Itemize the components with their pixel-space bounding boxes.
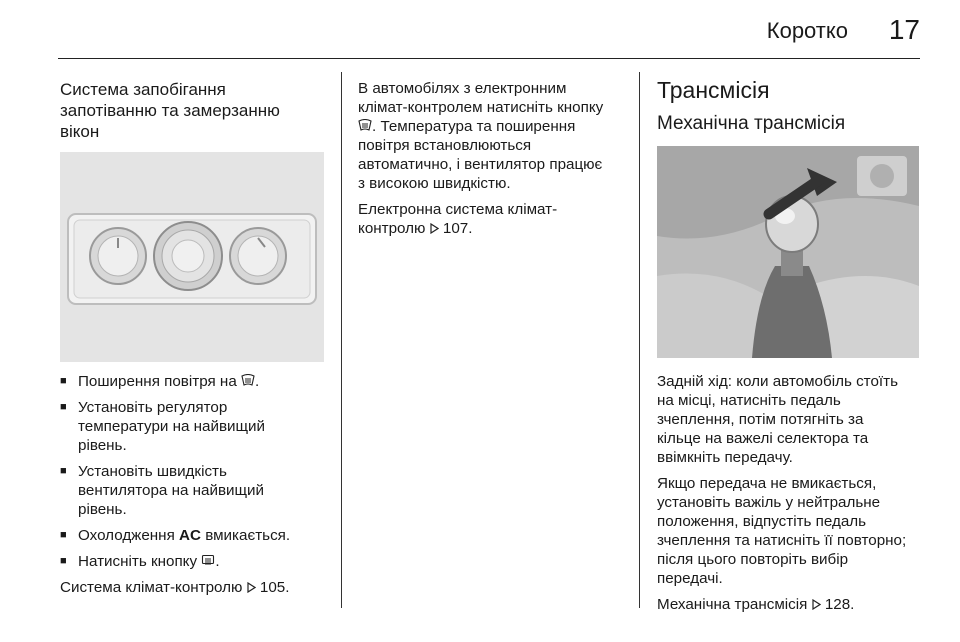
column-defog — [60, 79, 332, 604]
windshield-defrost-icon — [241, 374, 255, 387]
section-subtitle: Механічна трансмісія — [657, 113, 846, 134]
page-ref-arrow-icon — [430, 223, 439, 234]
column-divider-2 — [639, 72, 640, 608]
cross-reference: Система клімат-контролю 105. — [60, 579, 290, 596]
page-ref-arrow-icon — [247, 582, 256, 593]
column-electronic-climate — [358, 79, 630, 245]
list-item: ■ Поширення повітря на . — [60, 372, 332, 391]
windshield-defrost-icon — [358, 119, 372, 132]
page-ref-arrow-icon — [812, 599, 821, 610]
page-title: Трансмісія — [657, 77, 770, 103]
page-number: 17 — [888, 14, 920, 45]
paragraph: Задній хід: коли автомобіль стоїть на місці, натисніть педаль зчеплення, потім потягніть за кільце на важелі селектора та ввімкніть передачу. — [657, 373, 898, 466]
cross-reference: Електронна система клімат- контролю 107. — [358, 201, 558, 237]
gear-shift-lever-image — [657, 146, 919, 358]
cross-reference: Механічна трансмісія 128. — [657, 596, 855, 613]
paragraph: Якщо передача не вмикається, установіть важіль у нейтральне положення, відпустіть педаль зчеплення та натисніть її повторно; після цього повторіть вибір передачі. — [657, 475, 907, 587]
header-rule — [58, 58, 920, 59]
list-item: ■ Натисніть кнопку . — [60, 552, 332, 571]
list-item: ■ Установіть регулятор температури на найвищий рівень. — [60, 398, 332, 455]
paragraph: В автомобілях з електронним клімат-контролем натисніть кнопку . Температура та поширення повітря встановлюються автоматично, і вентилятор працює з високою швидкістю. — [358, 80, 604, 192]
section-title: Коротко — [766, 18, 848, 43]
rear-window-defrost-icon — [201, 554, 215, 567]
list-item: ■ Установіть швидкість вентилятора на найвищий рівень. — [60, 462, 332, 519]
column-divider-1 — [341, 72, 342, 608]
climate-control-panel-image — [60, 152, 324, 362]
column-transmission — [657, 76, 925, 621]
section-heading: Система запобігання запотіванню та замерзанню вікон — [60, 80, 280, 141]
defog-steps-list — [60, 372, 332, 571]
list-item: ■ Охолодження AC вмикається. — [60, 526, 332, 545]
